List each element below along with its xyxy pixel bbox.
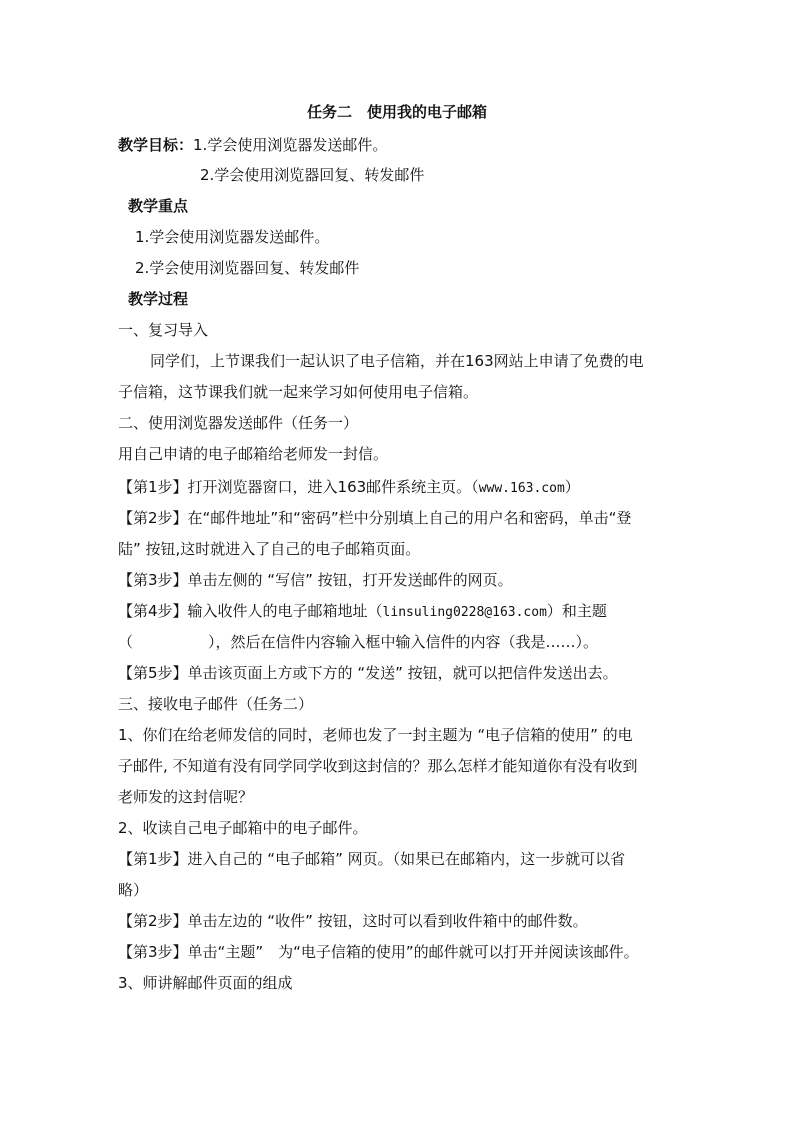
send-step-5: 【第5步】单击该页面上方或下方的 “发送” 按钮，就可以把信件发送出去。 bbox=[118, 664, 618, 682]
receive-para-1-line-3: 老师发的这封信呢？ bbox=[118, 788, 254, 806]
send-step-3: 【第3步】单击左侧的 “写信” 按钮，打开发送邮件的网页。 bbox=[118, 571, 513, 589]
receive-step-2: 【第2步】单击左边的 “收件” 按钮，这时可以看到收件箱中的邮件数。 bbox=[118, 912, 588, 930]
send-step-1-end: ） bbox=[564, 478, 580, 496]
keypoints-item-2: 2.学会使用浏览器回复、转发邮件 bbox=[135, 259, 360, 277]
keypoints-item-1: 1.学会使用浏览器发送邮件。 bbox=[135, 228, 330, 246]
receive-step-1-line-1: 【第1步】进入自己的 “电子邮箱” 网页。（如果已在邮箱内，这一步就可以省 bbox=[118, 850, 626, 868]
send-step-1-url: www.163.com bbox=[478, 481, 565, 496]
send-step-4-email: linsuling0228@163.com bbox=[382, 605, 547, 620]
send-step-1-text: 【第1步】打开浏览器窗口，进入163邮件系统主页。（ bbox=[118, 478, 479, 496]
receive-para-3: 3、师讲解邮件页面的组成 bbox=[118, 974, 293, 992]
receive-step-1-line-2: 略） bbox=[118, 881, 149, 899]
section-2-intro: 用自己申请的电子邮箱给老师发一封信。 bbox=[118, 445, 389, 463]
process-heading: 教学过程 bbox=[128, 290, 189, 308]
send-step-2-line-2: 陆” 按钮,这时就进入了自己的电子邮箱页面。 bbox=[118, 540, 421, 558]
keypoints-heading: 教学重点 bbox=[128, 197, 189, 215]
section-2-heading: 二、使用浏览器发送邮件（任务一） bbox=[118, 414, 359, 432]
section-3-heading: 三、接收电子邮件（任务二） bbox=[118, 695, 314, 713]
section-1-para-line-1: 同学们，上节课我们一起认识了电子信箱，并在163网站上申请了免费的电 bbox=[150, 352, 644, 370]
goals-label: 教学目标： bbox=[118, 136, 194, 154]
receive-para-1-line-1: 1、你们在给老师发信的同时，老师也发了一封主题为 “电子信箱的使用” 的电 bbox=[118, 726, 633, 744]
goals-item-2: 2.学会使用浏览器回复、转发邮件 bbox=[200, 166, 425, 184]
receive-step-3: 【第3步】单击“主题” 为“电子信箱的使用”的邮件就可以打开并阅读该邮件。 bbox=[118, 943, 639, 961]
section-1-heading: 一、复习导入 bbox=[118, 321, 209, 339]
receive-para-2: 2、收读自己电子邮箱中的电子邮件。 bbox=[118, 819, 368, 837]
receive-para-1-line-2: 子邮件, 不知道有没有同学同学收到这封信的？那么怎样才能知道你有没有收到 bbox=[118, 757, 638, 775]
send-step-4-text-a: 【第4步】输入收件人的电子邮箱地址（ bbox=[118, 602, 383, 620]
send-step-1 bbox=[118, 477, 580, 499]
send-step-4-line-1 bbox=[118, 601, 607, 623]
send-step-4-text-b: ）和主题 bbox=[546, 602, 607, 620]
goals-line-1 bbox=[118, 135, 387, 155]
page-title: 任务二 使用我的电子邮箱 bbox=[306, 103, 487, 121]
send-step-2-line-1: 【第2步】在“邮件地址”和“密码”栏中分别填上自己的用户名和密码，单击“登 bbox=[118, 509, 632, 527]
section-1-para-line-2: 子信箱，这节课我们就一起来学习如何使用电子信箱。 bbox=[118, 383, 479, 401]
send-step-4-line-2: （ ），然后在信件内容输入框中输入信件的内容（我是……）。 bbox=[118, 633, 599, 651]
goals-item-1: 1.学会使用浏览器发送邮件。 bbox=[193, 136, 388, 154]
